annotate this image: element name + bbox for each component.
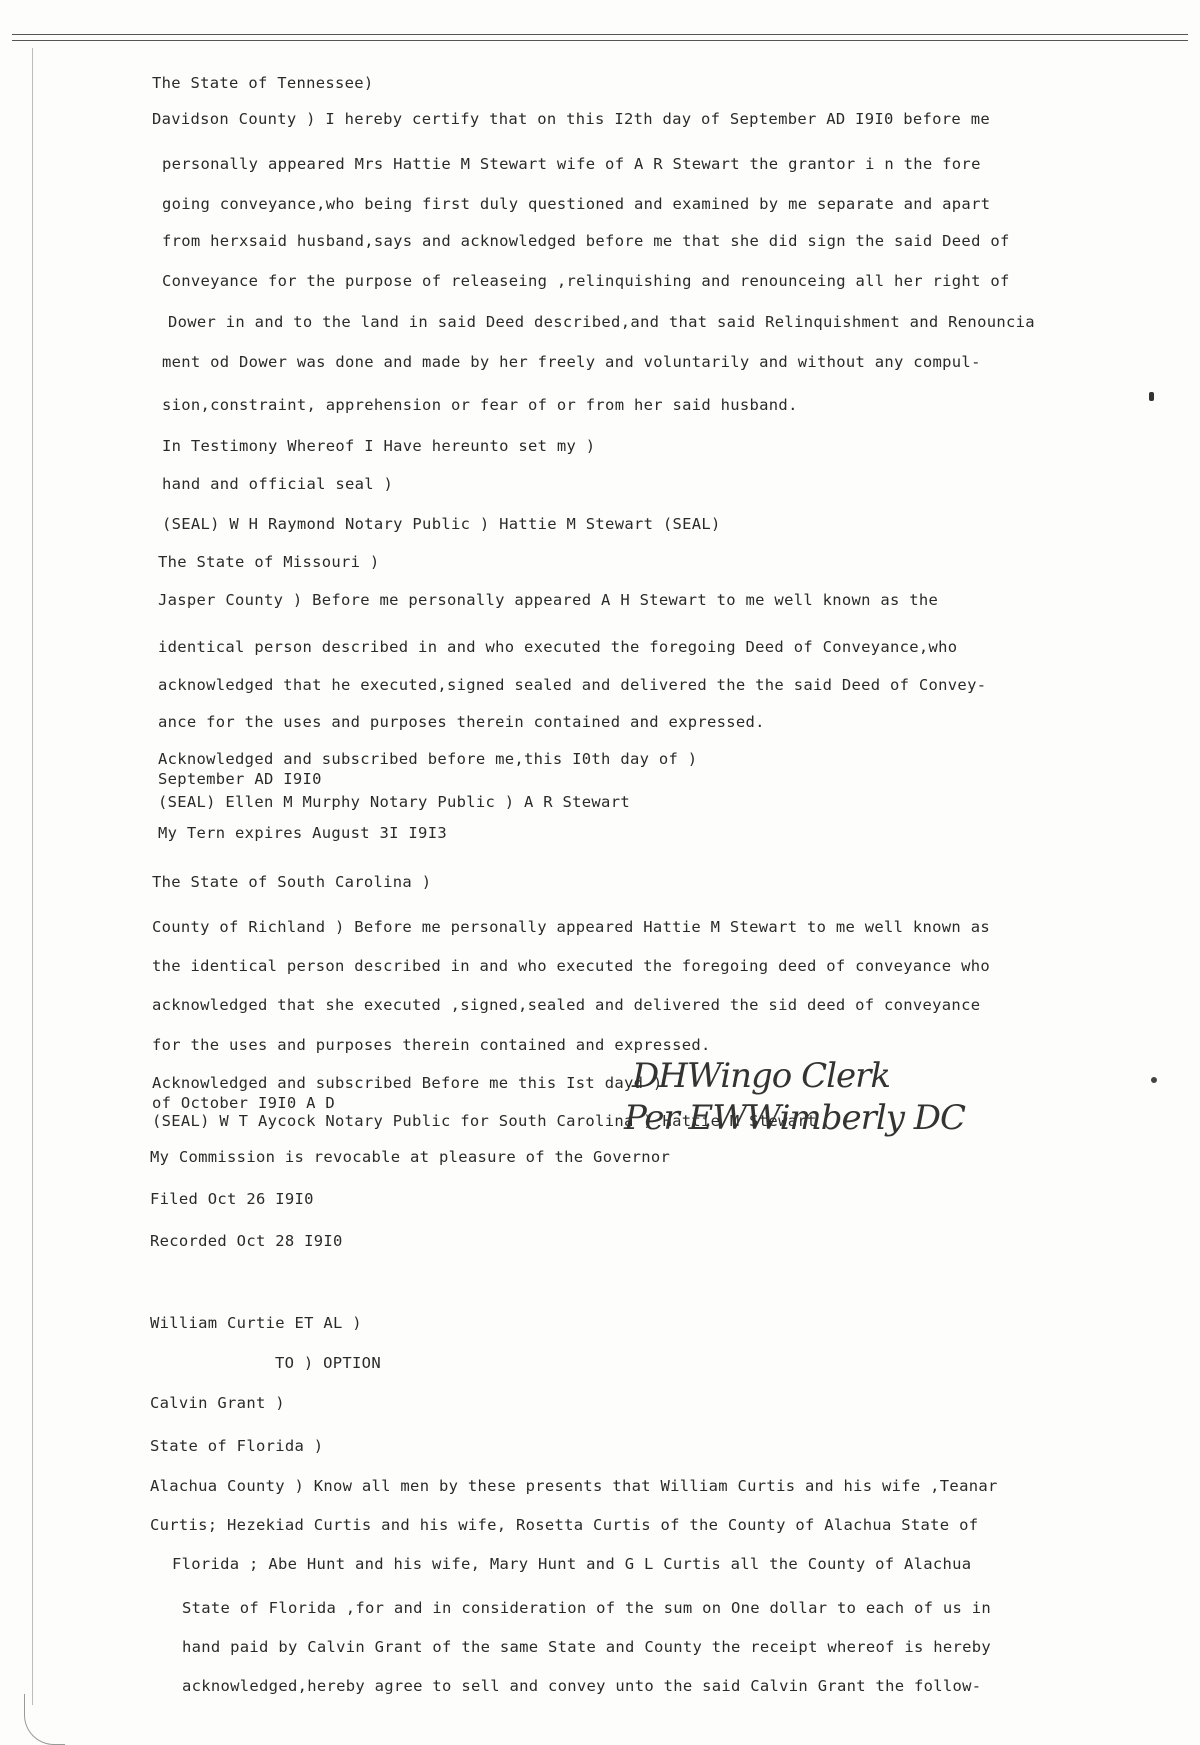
text-line: acknowledged that she executed ,signed,sealed and delivered the sid deed of conveyance xyxy=(152,996,981,1014)
text-line: (SEAL) W H Raymond Notary Public ) Hattie M Stewart (SEAL) xyxy=(162,515,721,533)
text-line: from herxsaid husband,says and acknowledged before me that she did sign the said Deed of xyxy=(162,232,1010,250)
text-line: Florida ; Abe Hunt and his wife, Mary Hunt and G L Curtis all the County of Alachua xyxy=(172,1555,972,1573)
text-line: ment od Dower was done and made by her freely and voluntarily and without any compul- xyxy=(162,353,981,371)
text-line: September AD I9I0 xyxy=(158,770,322,788)
text-line: My Commission is revocable at pleasure of the Governor xyxy=(150,1148,671,1166)
ink-speck xyxy=(1151,1077,1157,1083)
text-line: The State of Tennessee) xyxy=(152,74,374,92)
page-corner xyxy=(24,1694,65,1745)
text-line: Jasper County ) Before me personally appeared A H Stewart to me well known as the xyxy=(158,591,939,609)
text-line: My Tern expires August 3I I9I3 xyxy=(158,824,447,842)
text-line: going conveyance,who being first duly questioned and examined by me separate and apart xyxy=(162,195,991,213)
text-line: In Testimony Whereof I Have hereunto set my ) xyxy=(162,437,596,455)
text-line: Acknowledged and subscribed before me,this I0th day of ) xyxy=(158,750,698,768)
text-line: acknowledged,hereby agree to sell and convey unto the said Calvin Grant the follow- xyxy=(182,1677,982,1695)
text-line: Alachua County ) Know all men by these presents that William Curtis and his wife ,Teanar xyxy=(150,1477,998,1495)
top-rule-2 xyxy=(12,40,1188,41)
text-line: William Curtie ET AL ) xyxy=(150,1314,362,1332)
text-line: hand paid by Calvin Grant of the same State and County the receipt whereof is hereby xyxy=(182,1638,992,1656)
text-line: identical person described in and who executed the foregoing Deed of Conveyance,who xyxy=(158,638,958,656)
text-line: County of Richland ) Before me personally appeared Hattie M Stewart to me well known as xyxy=(152,918,990,936)
text-line: (SEAL) W T Aycock Notary Public for South Carolina ) Hattie M Stewart xyxy=(152,1112,817,1130)
text-line: Curtis; Hezekiad Curtis and his wife, Rosetta Curtis of the County of Alachua State of xyxy=(150,1516,979,1534)
left-margin-line xyxy=(32,48,33,1705)
text-line: TO ) OPTION xyxy=(275,1354,381,1372)
text-line: ance for the uses and purposes therein contained and expressed. xyxy=(158,713,765,731)
ink-speck xyxy=(1149,392,1154,401)
text-line: the identical person described in and who executed the foregoing deed of conveyance who xyxy=(152,957,990,975)
text-line: hand and official seal ) xyxy=(162,475,394,493)
text-line: Filed Oct 26 I9I0 xyxy=(150,1190,314,1208)
deputy-clerk-signature: Per EWWimberly DC xyxy=(624,1098,966,1138)
text-line: sion,constraint, apprehension or fear of or from her said husband. xyxy=(162,396,798,414)
text-line: acknowledged that he executed,signed sealed and delivered the the said Deed of Convey- xyxy=(158,676,987,694)
text-line: of October I9I0 A D xyxy=(152,1094,336,1112)
text-line: The State of South Carolina ) xyxy=(152,873,432,891)
text-line: State of Florida ,for and in consideration of the sum on One dollar to each of us in xyxy=(182,1599,992,1617)
text-line: State of Florida ) xyxy=(150,1437,324,1455)
text-line: (SEAL) Ellen M Murphy Notary Public ) A R Stewart xyxy=(158,793,630,811)
clerk-signature: DHWingo Clerk xyxy=(632,1056,890,1096)
top-rule xyxy=(12,34,1188,35)
text-line: Acknowledged and subscribed Before me this Ist dayd ) xyxy=(152,1074,663,1092)
text-line: Recorded Oct 28 I9I0 xyxy=(150,1232,343,1250)
text-line: for the uses and purposes therein contained and expressed. xyxy=(152,1036,711,1054)
text-line: Dower in and to the land in said Deed described,and that said Relinquishment and Renouncia xyxy=(168,313,1035,331)
text-line: personally appeared Mrs Hattie M Stewart wife of A R Stewart the grantor i n the fore xyxy=(162,155,981,173)
text-line: Davidson County ) I hereby certify that on this I2th day of September AD I9I0 before me xyxy=(152,110,990,128)
text-line: Calvin Grant ) xyxy=(150,1394,285,1412)
text-line: The State of Missouri ) xyxy=(158,553,380,571)
text-line: Conveyance for the purpose of releaseing ,relinquishing and renounceing all her right of xyxy=(162,272,1010,290)
